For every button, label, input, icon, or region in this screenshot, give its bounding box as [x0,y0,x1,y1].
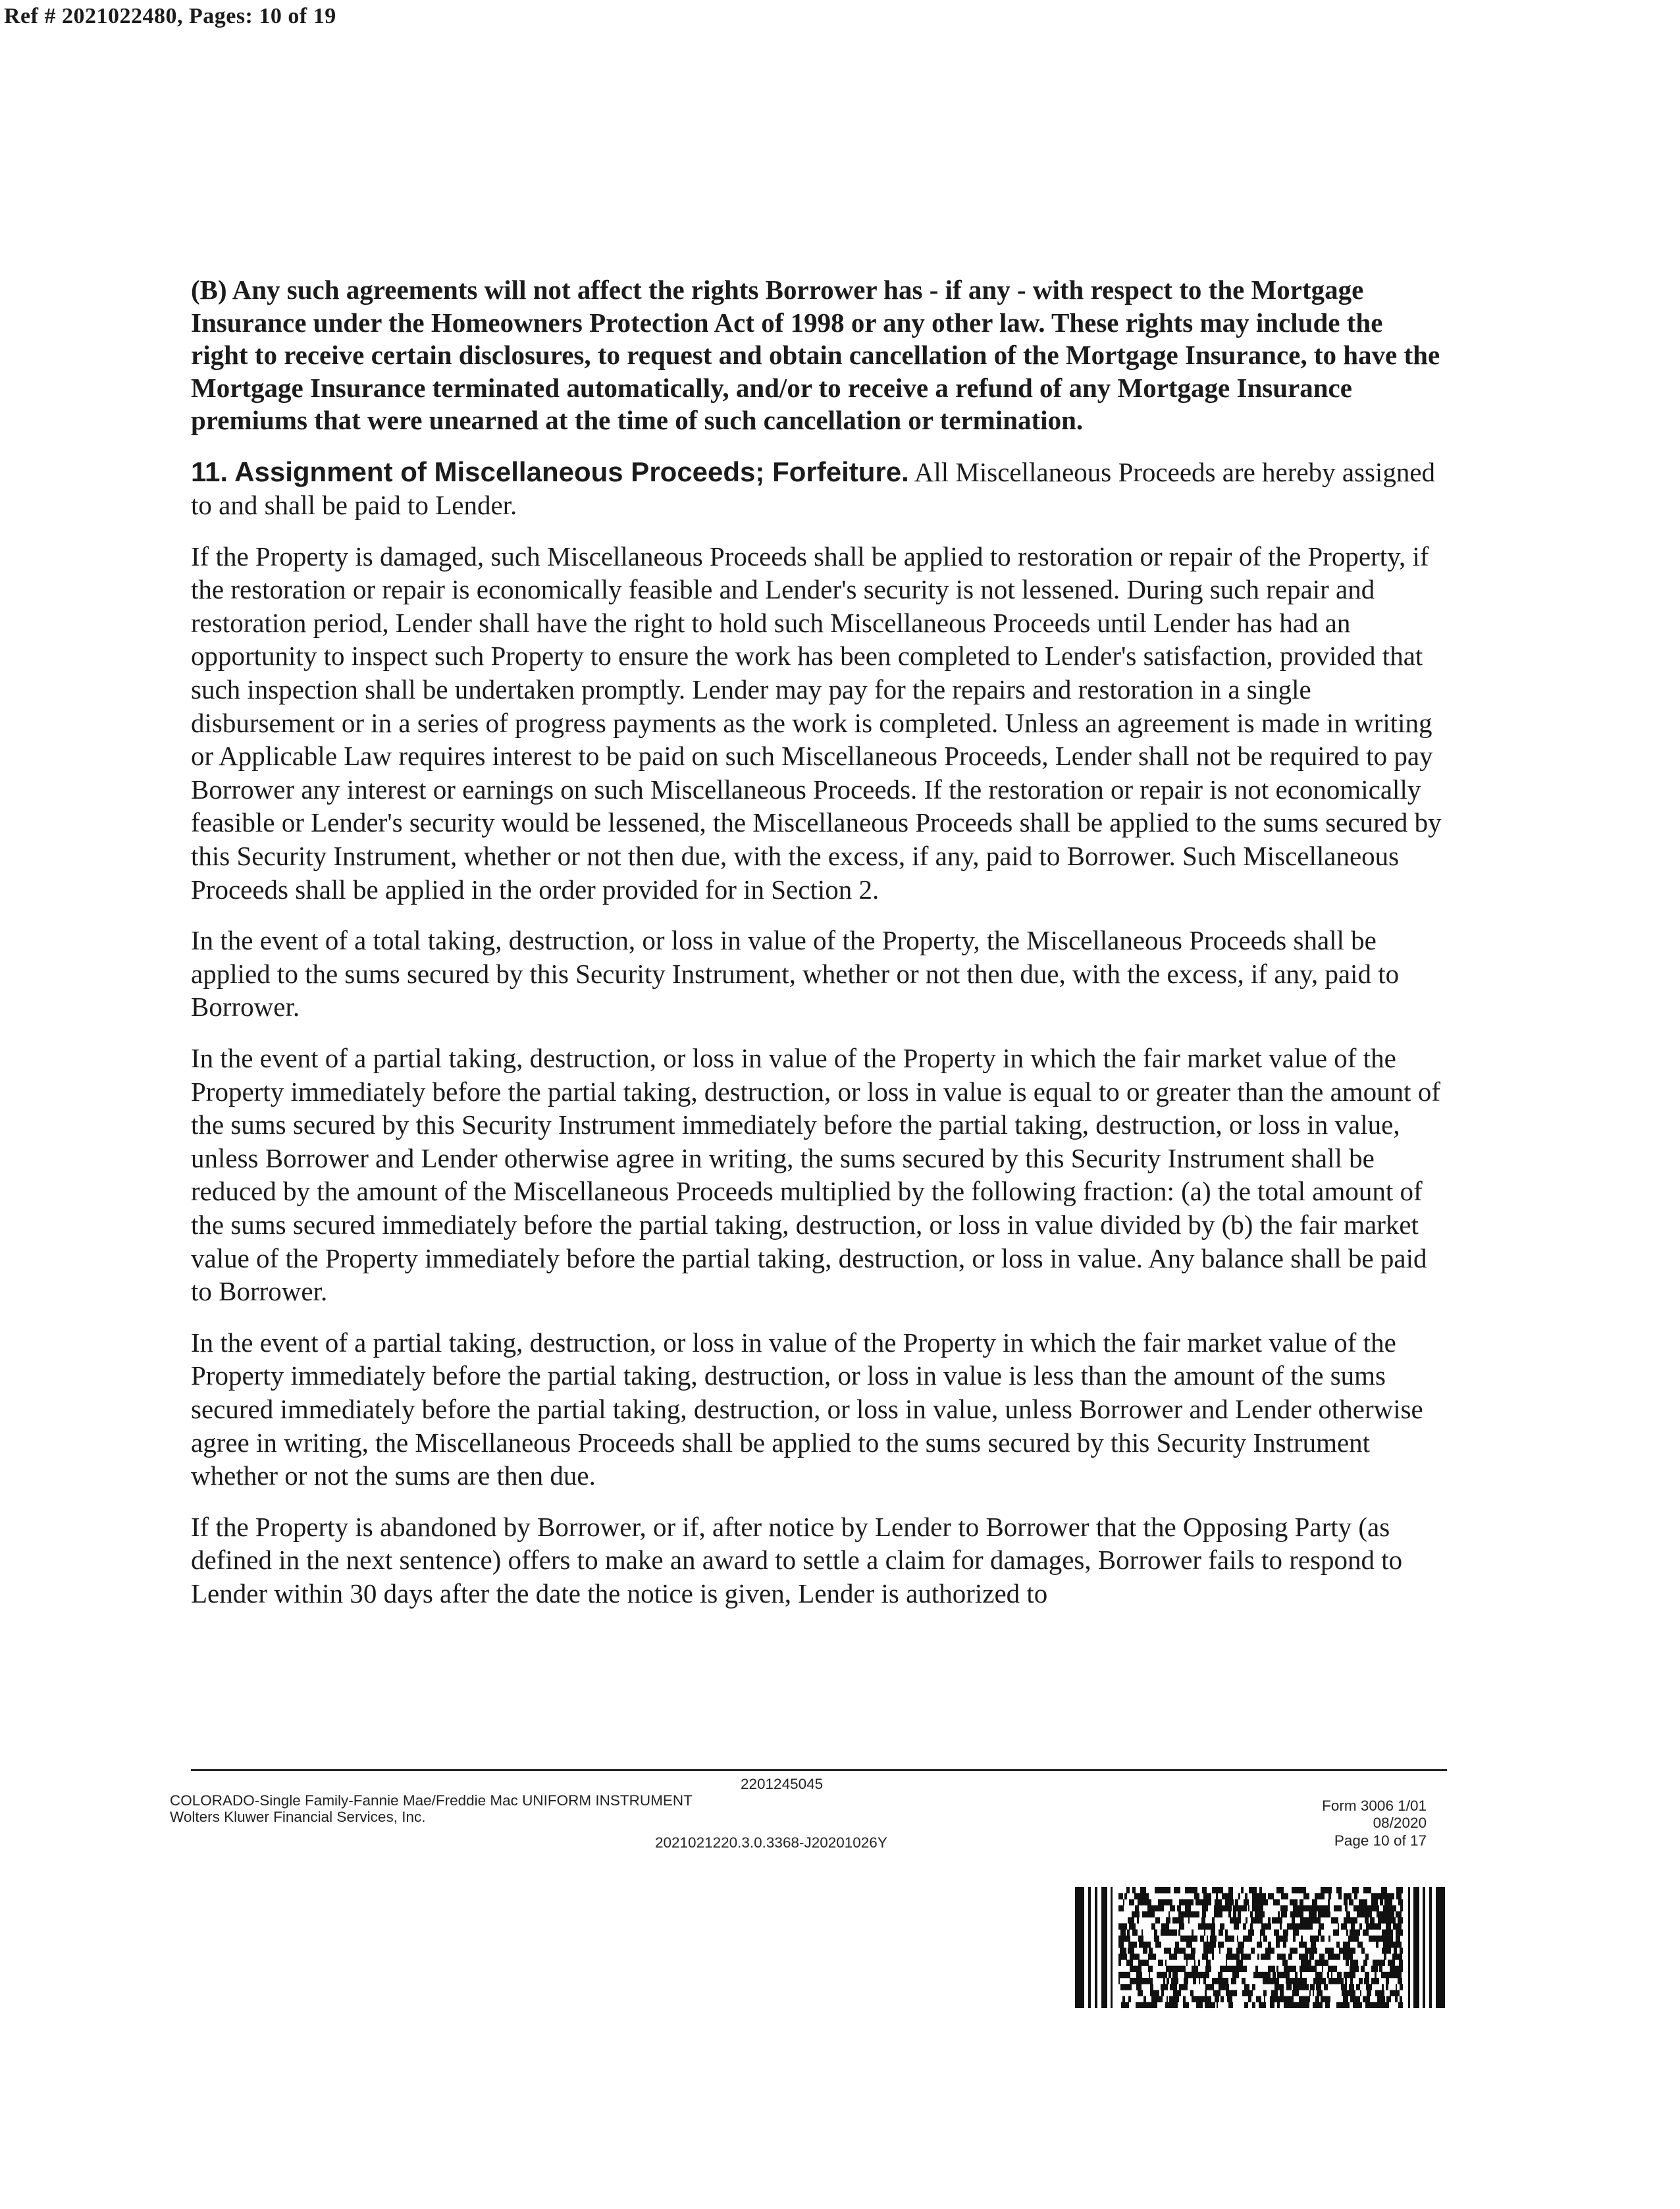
section-11 [191,456,1445,522]
document-body [191,274,1445,1628]
pdf417-barcode-icon [1075,1887,1445,2008]
paragraph-total-taking: In the event of a total taking, destruction, or loss in value of the Property, the Miscellaneous Proceeds shall be applied to the sums secured by this Security Instrument, whether or not then due, with the excess, if any, paid to Borrower. [191,925,1400,1023]
section-11-intro: All Miscellaneous Proceeds are hereby assigned to and shall be paid to Lender. [191,456,1436,521]
footer-publisher: Wolters Kluwer Financial Services, Inc. [170,1809,426,1825]
ref-header: Ref # 2021022480, Pages: 10 of 19 [4,4,336,28]
footer-instrument-title: COLORADO-Single Family-Fannie Mae/Freddie Mac UNIFORM INSTRUMENT [170,1792,693,1809]
paragraph-partial-taking-less: In the event of a partial taking, destruction, or loss in value of the Property in which the fair market value of the Property immediately before the partial taking, destruction, or loss in value is less than the amount of the sums secured immediately before the partial taking, destruction, or loss in value, unless Borrower and Lender otherwise agree in writing, the Miscellaneous Proceeds shall be applied to the sums secured by this Security Instrument whether or not the sums are then due. [191,1327,1423,1491]
footer-divider [191,1769,1447,1771]
footer-revision-date: 08/2020 [1373,1815,1427,1831]
section-11-heading: 11. Assignment of Miscellaneous Proceeds; Forfeiture. [191,456,909,487]
footer-page-number: Page 10 of 17 [1334,1832,1427,1849]
footer-doc-code: 2021021220.3.0.3368-J20201026Y [655,1834,887,1851]
paragraph-property-abandoned: If the Property is abandoned by Borrower, or if, after notice by Lender to Borrower that the Opposing Party (as defined in the next sentence) offers to make an award to settle a claim for damages, Borrower fails to respond to Lender within 30 days after the date the notice is given, Lender is authorized to [191,1511,1403,1609]
footer-loan-number: 2201245045 [741,1776,824,1792]
paragraph-property-damaged: If the Property is damaged, such Miscellaneous Proceeds shall be applied to restoration or repair of the Property, if the restoration or repair is economically feasible and Lender's security is not lessened. During such repair and restoration period, Lender shall have the right to hold such Miscellaneous Proceeds until Lender has had an opportunity to inspect such Property to ensure the work has been completed to Lender's satisfaction, provided that such inspection shall be undertaken promptly. Lender may pay for the repairs and restoration in a single disbursement or in a series of progress payments as the work is completed. Unless an agreement is made in writing or Applicable Law requires interest to be paid on such Miscellaneous Proceeds, Lender shall not be required to pay Borrower any interest or earnings on such Miscellaneous Proceeds. If the restoration or repair is not economically feasible or Lender's security would be lessened, the Miscellaneous Proceeds shall be applied to the sums secured by this Security Instrument, whether or not then due, with the excess, if any, paid to Borrower. Such Miscellaneous Proceeds shall be applied in the order provided for in Section 2. [191,541,1442,905]
paragraph-partial-taking-greater: In the event of a partial taking, destruction, or loss in value of the Property in which the fair market value of the Property immediately before the partial taking, destruction, or loss in value is equal to or greater than the amount of the sums secured by this Security Instrument immediately before the partial taking, destruction, or loss in value, unless Borrower and Lender otherwise agree in writing, the sums secured by this Security Instrument shall be reduced by the amount of the Miscellaneous Proceeds multiplied by the following fraction: (a) the total amount of the sums secured immediately before the partial taking, destruction, or loss in value divided by (b) the fair market value of the Property immediately before the partial taking, destruction, or loss in value. Any balance shall be paid to Borrower. [191,1043,1440,1307]
paragraph-b-mortgage-insurance-rights: (B) Any such agreements will not affect the rights Borrower has - if any - with respect to the Mortgage Insurance under the Homeowners Protection Act of 1998 or any other law. These rights may include the right to receive certain disclosures, to request and obtain cancellation of the Mortgage Insurance, to have the Mortgage Insurance terminated automatically, and/or to receive a refund of any Mortgage Insurance premiums that were unearned at the time of such cancellation or termination. [191,275,1440,435]
footer-form-number: Form 3006 1/01 [1322,1797,1427,1814]
